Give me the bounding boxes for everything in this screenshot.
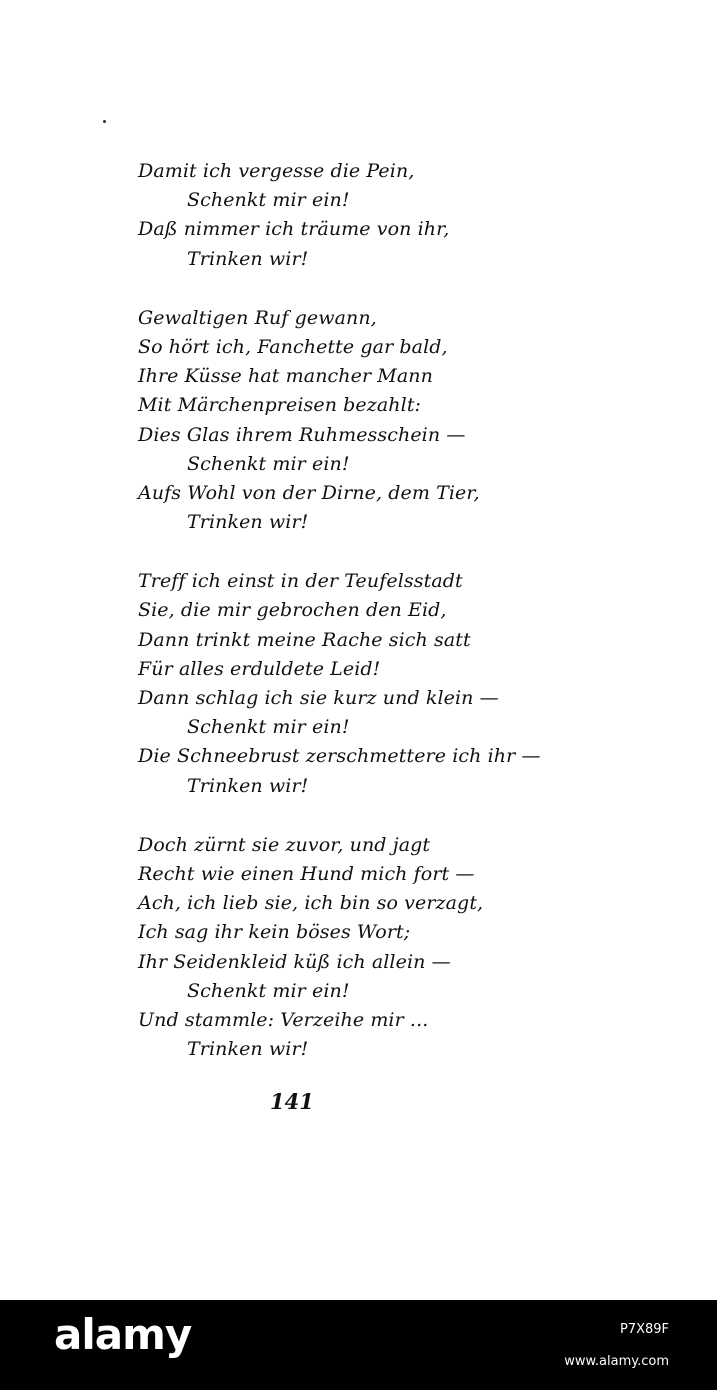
verse-line: Sie, die mir gebrochen den Eid, (138, 599, 447, 622)
refrain-line: Schenkt mir ein! (187, 189, 350, 212)
verse-line: Aufs Wohl von der Dirne, dem Tier, (138, 481, 480, 504)
verse-line: Treff ich einst in der Teufelsstadt (138, 570, 463, 593)
stanza (138, 831, 698, 1065)
verse-line: Recht wie einen Hund mich fort — (138, 862, 475, 885)
verse-line: Daß nimmer ich träume von ihr, (138, 218, 450, 241)
verse-line: Gewaltigen Ruf gewann, (138, 306, 377, 329)
site-url: www.alamy.com (564, 1354, 669, 1369)
ink-speck (103, 120, 106, 123)
refrain-line: Trinken wir! (187, 1038, 309, 1061)
verse-line: So hört ich, Fanchette gar bald, (138, 335, 448, 358)
verse-line: Für alles erduldete Leid! (138, 657, 381, 680)
stanza (138, 157, 698, 274)
verse-line: Ach, ich lieb sie, ich bin so verzagt, (138, 892, 484, 915)
verse-line: Damit ich vergesse die Pein, (138, 160, 415, 182)
verse-line: Die Schneebrust zerschmettere ich ihr — (138, 745, 541, 768)
verse-line: Dann schlag ich sie kurz und klein — (138, 687, 499, 709)
refrain-line: Schenkt mir ein! (187, 452, 350, 475)
verse-line: Mit Märchenpreisen bezahlt: (138, 394, 422, 417)
alamy-logo: alamy (54, 1310, 192, 1359)
verse-line: Ich sag ihr kein böses Wort; (138, 921, 411, 944)
verse-line: Doch zürnt sie zuvor, und jagt (138, 833, 431, 856)
verse-line: Dies Glas ihrem Ruhmesschein — (138, 423, 466, 446)
image-id: P7X89F (619, 1322, 669, 1337)
refrain-line: Schenkt mir ein! (187, 979, 350, 1002)
refrain-line: Trinken wir! (187, 247, 309, 270)
poem-text (138, 157, 698, 1094)
verse-line: Ihre Küsse hat mancher Mann (138, 365, 433, 388)
stanza (138, 567, 698, 801)
watermark-banner (0, 1300, 717, 1390)
stanza (138, 304, 698, 538)
page-number: 141 (270, 1089, 314, 1114)
refrain-line: Trinken wir! (187, 774, 309, 797)
verse-line: Ihr Seidenkleid küß ich allein — (138, 950, 451, 973)
verse-line: Und stammle: Verzeihe mir ... (138, 1008, 429, 1031)
verse-line: Dann trinkt meine Rache sich satt (138, 628, 471, 651)
refrain-line: Trinken wir! (187, 511, 309, 534)
refrain-line: Schenkt mir ein! (187, 716, 350, 739)
